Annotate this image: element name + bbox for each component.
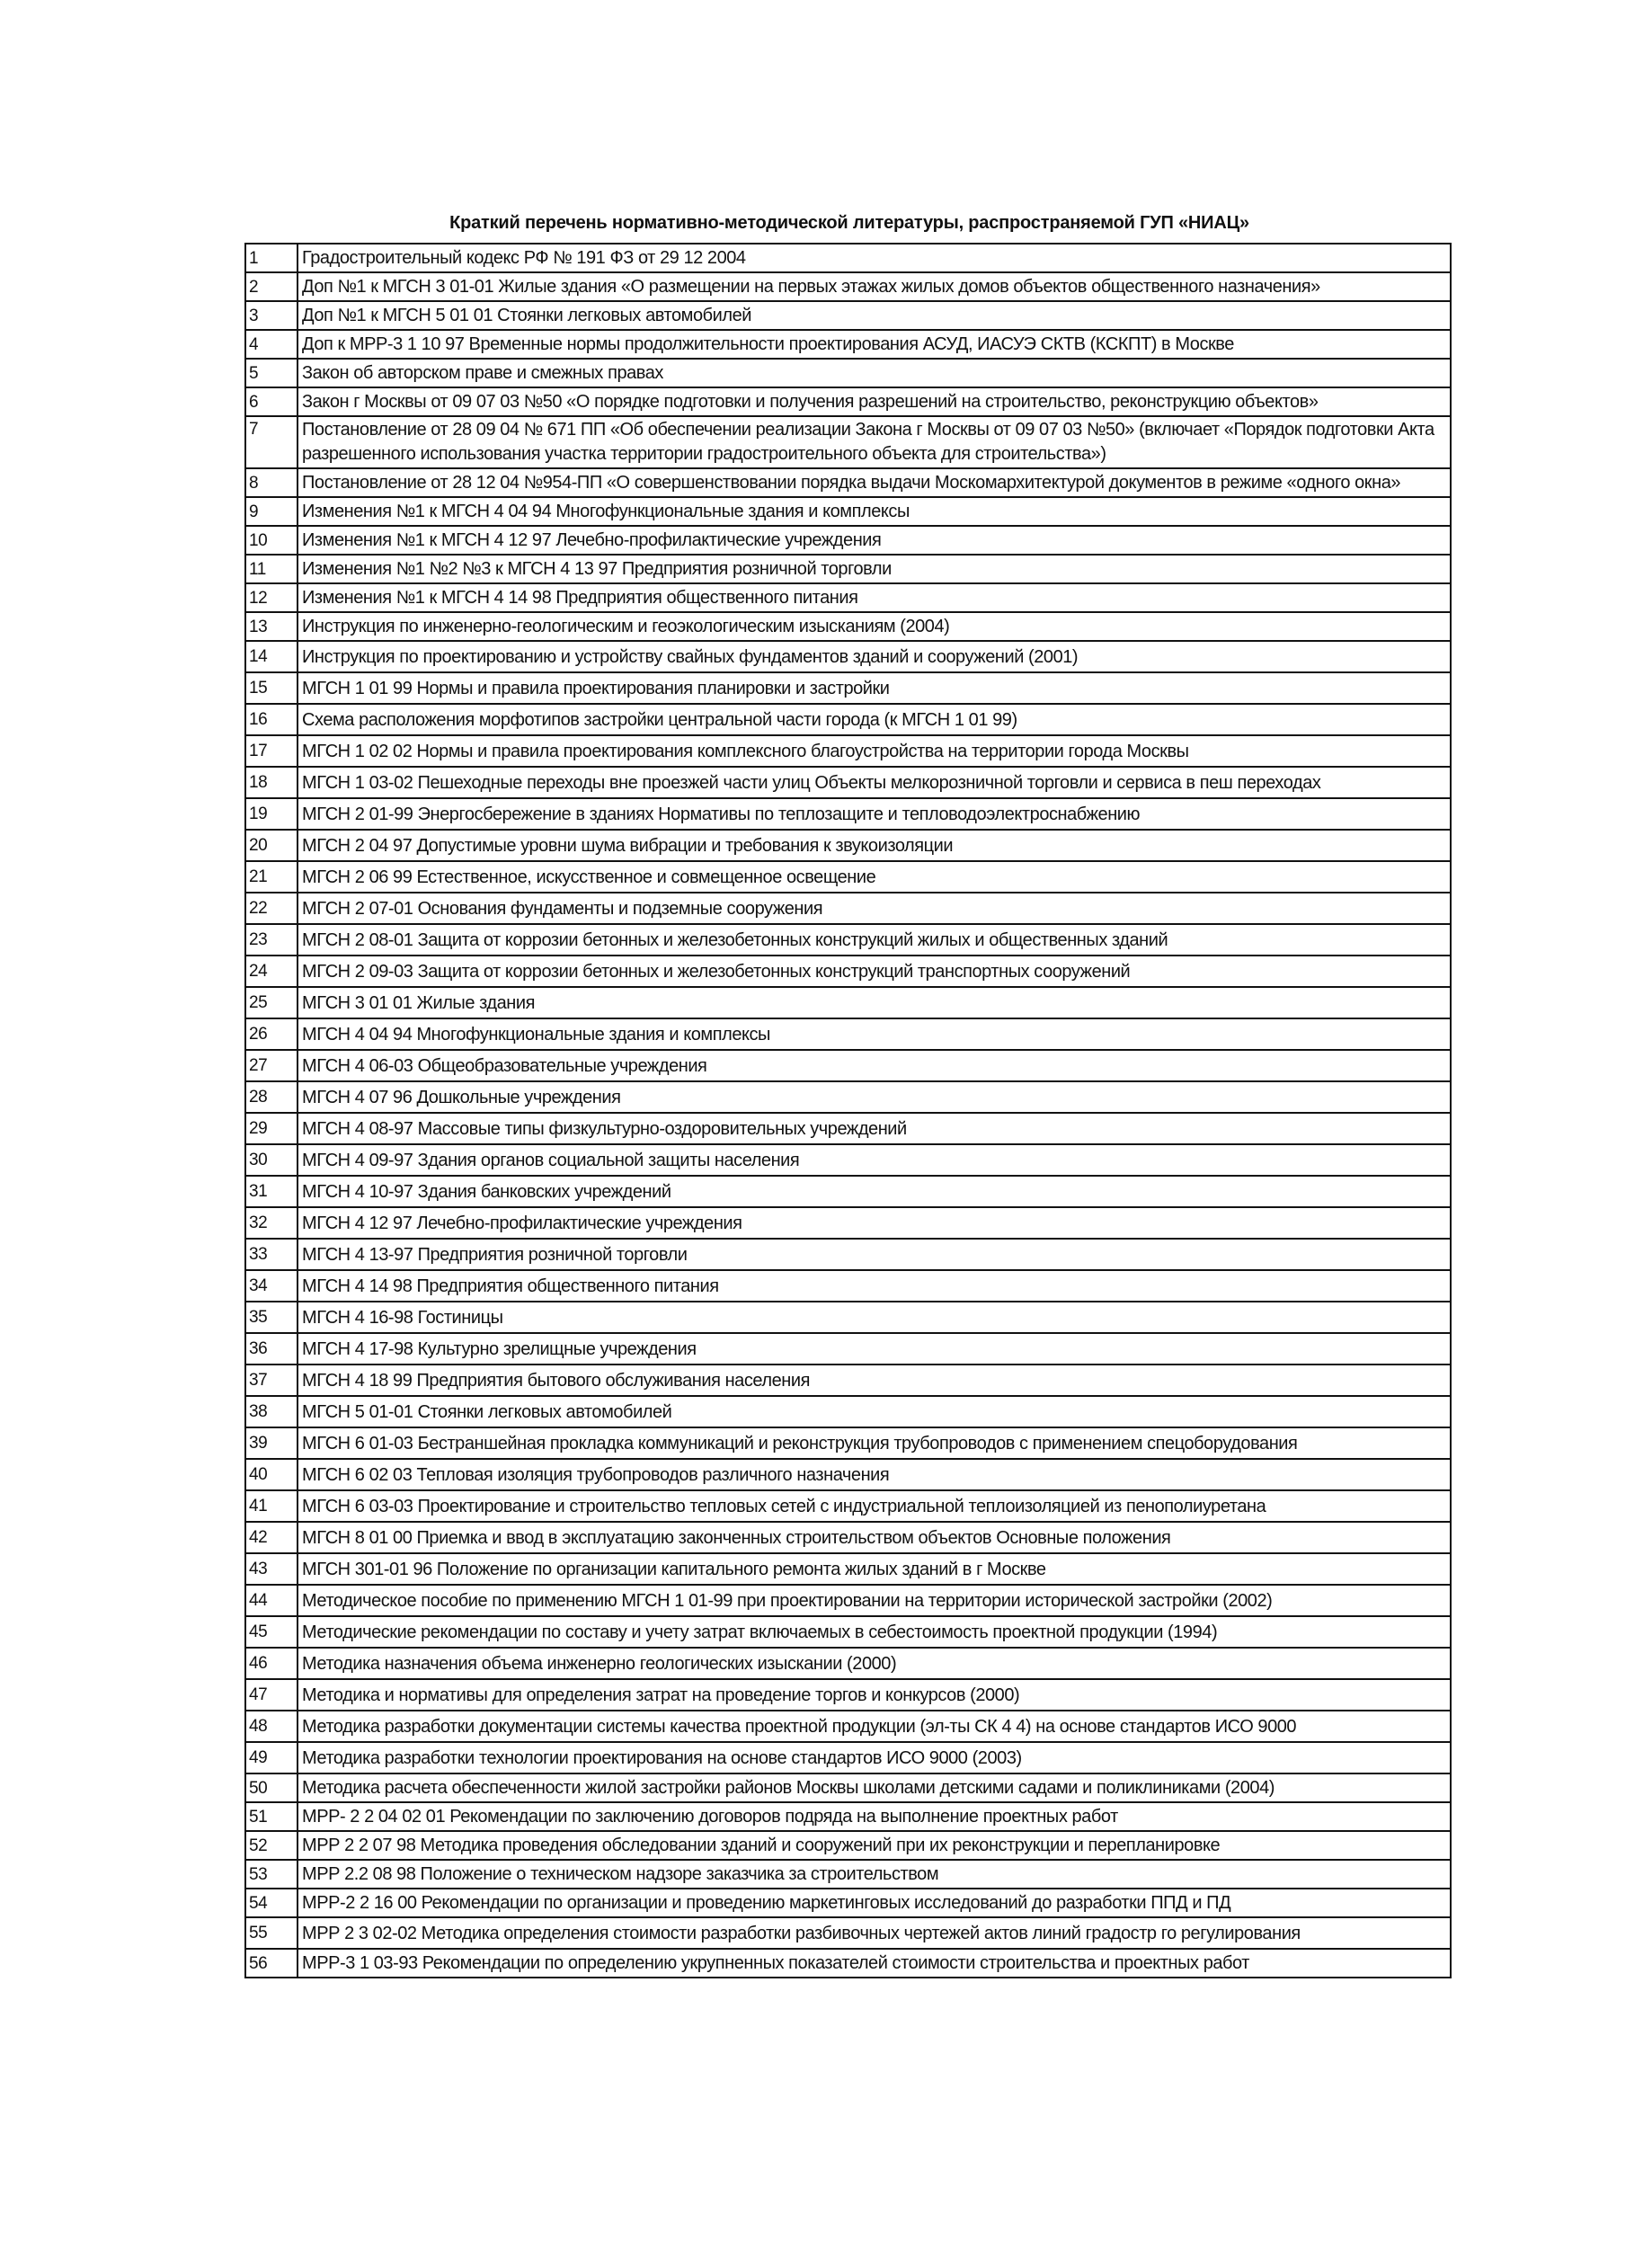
row-number: 54 bbox=[245, 1889, 298, 1917]
document-title: МГСН 4 08-97 Массовые типы физкультурно-оздоровительных учреждений bbox=[298, 1113, 1451, 1144]
table-row bbox=[245, 987, 1451, 1018]
document-title: МГСН 1 02 02 Нормы и правила проектирования комплексного благоустройства на территории города Москвы bbox=[298, 735, 1451, 767]
row-number: 19 bbox=[245, 798, 298, 830]
document-title: Постановление от 28 12 04 №954-ПП «О совершенствовании порядка выдачи Москомархитектурой документов в режиме «одного окна» bbox=[298, 468, 1451, 497]
table-row bbox=[245, 767, 1451, 798]
document-title: МГСН 2 04 97 Допустимые уровни шума вибрации и требования к звукоизоляции bbox=[298, 830, 1451, 861]
row-number: 7 bbox=[245, 416, 298, 468]
table-row bbox=[245, 1860, 1451, 1889]
row-number: 12 bbox=[245, 583, 298, 612]
document-title: Методика разработки документации системы качества проектной продукции (эл-ты СК 4 4) на основе стандартов ИСО 9000 bbox=[298, 1711, 1451, 1742]
row-number: 38 bbox=[245, 1396, 298, 1427]
document-title: МРР 2.2 08 98 Положение о техническом надзоре заказчика за строительством bbox=[298, 1860, 1451, 1889]
row-number: 20 bbox=[245, 830, 298, 861]
table-row bbox=[245, 1459, 1451, 1490]
row-number: 27 bbox=[245, 1050, 298, 1081]
document-title: МРР-3 1 03-93 Рекомендации по определению укрупненных показателей стоимости строительства и проектных работ bbox=[298, 1949, 1451, 1978]
document-title: МГСН 2 09-03 Защита от коррозии бетонных и железобетонных конструкций транспортных сооружений bbox=[298, 956, 1451, 987]
document-title: МГСН 4 07 96 Дошкольные учреждения bbox=[298, 1081, 1451, 1113]
document-title: МГСН 2 01-99 Энергосбережение в зданиях Нормативы по теплозащите и тепловодоэлектроснабжению bbox=[298, 798, 1451, 830]
document-title: Постановление от 28 09 04 № 671 ПП «Об обеспечении реализации Закона г Москвы от 09 07 03 №50» (включает «Порядок подготовки Акта разрешенного использования участка территории градостроительного объекта для строительства») bbox=[298, 416, 1451, 468]
document-title: Изменения №1 к МГСН 4 04 94 Многофункциональные здания и комплексы bbox=[298, 497, 1451, 526]
row-number: 28 bbox=[245, 1081, 298, 1113]
table-row bbox=[245, 1396, 1451, 1427]
row-number: 23 bbox=[245, 924, 298, 956]
document-title: МГСН 4 10-97 Здания банковских учреждений bbox=[298, 1176, 1451, 1207]
document-title: Методика разработки технологии проектирования на основе стандартов ИСО 9000 (2003) bbox=[298, 1742, 1451, 1773]
table-row bbox=[245, 672, 1451, 704]
document-title: Доп к МРР-3 1 10 97 Временные нормы продолжительности проектирования АСУД, ИАСУЭ СКТВ (КСКПТ) в Москве bbox=[298, 330, 1451, 359]
table-row bbox=[245, 893, 1451, 924]
document-title: Градостроительный кодекс РФ № 191 ФЗ от 29 12 2004 bbox=[298, 244, 1451, 272]
table-row bbox=[245, 359, 1451, 387]
document-title: МРР 2 2 07 98 Методика проведения обследовании зданий и сооружений при их реконструкции и перепланировке bbox=[298, 1831, 1451, 1860]
table-row bbox=[245, 1648, 1451, 1679]
table-row bbox=[245, 497, 1451, 526]
table-row bbox=[245, 956, 1451, 987]
row-number: 10 bbox=[245, 526, 298, 555]
row-number: 9 bbox=[245, 497, 298, 526]
row-number: 37 bbox=[245, 1365, 298, 1396]
row-number: 40 bbox=[245, 1459, 298, 1490]
row-number: 1 bbox=[245, 244, 298, 272]
document-title: МГСН 6 03-03 Проектирование и строительство тепловых сетей с индустриальной теплоизоляцией из пенополиуретана bbox=[298, 1490, 1451, 1522]
row-number: 24 bbox=[245, 956, 298, 987]
table-row bbox=[245, 1616, 1451, 1648]
document-title: МГСН 3 01 01 Жилые здания bbox=[298, 987, 1451, 1018]
document-title: Закон г Москвы от 09 07 03 №50 «О порядке подготовки и получения разрешений на строительство, реконструкцию объектов» bbox=[298, 387, 1451, 416]
row-number: 14 bbox=[245, 641, 298, 672]
table-row bbox=[245, 1239, 1451, 1270]
table-row bbox=[245, 301, 1451, 330]
table-row bbox=[245, 1113, 1451, 1144]
document-title: МГСН 4 04 94 Многофункциональные здания и комплексы bbox=[298, 1018, 1451, 1050]
document-title: МРР-2 2 16 00 Рекомендации по организации и проведению маркетинговых исследований до разработки ППД и ПД bbox=[298, 1889, 1451, 1917]
document-title: МГСН 2 06 99 Естественное, искусственное и совмещенное освещение bbox=[298, 861, 1451, 893]
table-row bbox=[245, 830, 1451, 861]
row-number: 15 bbox=[245, 672, 298, 704]
table-row bbox=[245, 583, 1451, 612]
row-number: 4 bbox=[245, 330, 298, 359]
row-number: 47 bbox=[245, 1679, 298, 1711]
row-number: 52 bbox=[245, 1831, 298, 1860]
table-row bbox=[245, 1365, 1451, 1396]
row-number: 32 bbox=[245, 1207, 298, 1239]
table-row bbox=[245, 1207, 1451, 1239]
table-row bbox=[245, 641, 1451, 672]
row-number: 16 bbox=[245, 704, 298, 735]
row-number: 13 bbox=[245, 612, 298, 641]
table-row bbox=[245, 1522, 1451, 1553]
row-number: 8 bbox=[245, 468, 298, 497]
row-number: 51 bbox=[245, 1802, 298, 1831]
row-number: 49 bbox=[245, 1742, 298, 1773]
row-number: 46 bbox=[245, 1648, 298, 1679]
document-title: Методика расчета обеспеченности жилой застройки районов Москвы школами детскими садами и поликлиниками (2004) bbox=[298, 1773, 1451, 1802]
document-title: Методика назначения объема инженерно геологических изыскании (2000) bbox=[298, 1648, 1451, 1679]
document-title: Методика и нормативы для определения затрат на проведение торгов и конкурсов (2000) bbox=[298, 1679, 1451, 1711]
literature-table bbox=[244, 243, 1452, 1978]
table-row bbox=[245, 1270, 1451, 1302]
literature-table-body bbox=[245, 244, 1451, 1978]
row-number: 26 bbox=[245, 1018, 298, 1050]
table-row bbox=[245, 555, 1451, 583]
table-row bbox=[245, 1949, 1451, 1978]
row-number: 2 bbox=[245, 272, 298, 301]
table-row bbox=[245, 244, 1451, 272]
row-number: 35 bbox=[245, 1302, 298, 1333]
row-number: 34 bbox=[245, 1270, 298, 1302]
row-number: 11 bbox=[245, 555, 298, 583]
document-title: МГСН 4 18 99 Предприятия бытового обслуживания населения bbox=[298, 1365, 1451, 1396]
document-title: МГСН 301-01 96 Положение по организации капитального ремонта жилых зданий в г Москве bbox=[298, 1553, 1451, 1585]
table-row bbox=[245, 1679, 1451, 1711]
document-title: МРР- 2 2 04 02 01 Рекомендации по заключению договоров подряда на выполнение проектных работ bbox=[298, 1802, 1451, 1831]
table-row bbox=[245, 1302, 1451, 1333]
table-row bbox=[245, 526, 1451, 555]
document-title: МГСН 1 01 99 Нормы и правила проектирования планировки и застройки bbox=[298, 672, 1451, 704]
document-title: МГСН 6 02 03 Тепловая изоляция трубопроводов различного назначения bbox=[298, 1459, 1451, 1490]
table-row bbox=[245, 416, 1451, 468]
document-title: Методическое пособие по применению МГСН 1 01-99 при проектировании на территории исторической застройки (2002) bbox=[298, 1585, 1451, 1616]
document-title: МГСН 4 14 98 Предприятия общественного питания bbox=[298, 1270, 1451, 1302]
document-title: Изменения №1 №2 №3 к МГСН 4 13 97 Предприятия розничной торговли bbox=[298, 555, 1451, 583]
row-number: 30 bbox=[245, 1144, 298, 1176]
row-number: 33 bbox=[245, 1239, 298, 1270]
table-row bbox=[245, 612, 1451, 641]
row-number: 41 bbox=[245, 1490, 298, 1522]
table-row bbox=[245, 1553, 1451, 1585]
table-row bbox=[245, 330, 1451, 359]
table-row bbox=[245, 387, 1451, 416]
document-title: МРР 2 3 02-02 Методика определения стоимости разработки разбивочных чертежей актов линий градостр го регулирования bbox=[298, 1917, 1451, 1949]
document-title: МГСН 4 13-97 Предприятия розничной торговли bbox=[298, 1239, 1451, 1270]
row-number: 5 bbox=[245, 359, 298, 387]
table-row bbox=[245, 798, 1451, 830]
table-row bbox=[245, 1176, 1451, 1207]
document-title: Инструкция по проектированию и устройству свайных фундаментов зданий и сооружений (2001) bbox=[298, 641, 1451, 672]
table-row bbox=[245, 1742, 1451, 1773]
document-title: МГСН 1 03-02 Пешеходные переходы вне проезжей части улиц Объекты мелкорозничной торговли и сервиса в пеш переходах bbox=[298, 767, 1451, 798]
table-row bbox=[245, 1831, 1451, 1860]
row-number: 56 bbox=[245, 1949, 298, 1978]
row-number: 42 bbox=[245, 1522, 298, 1553]
table-row bbox=[245, 1333, 1451, 1365]
row-number: 31 bbox=[245, 1176, 298, 1207]
document-title: Схема расположения морфотипов застройки центральной части города (к МГСН 1 01 99) bbox=[298, 704, 1451, 735]
document-title: Закон об авторском праве и смежных правах bbox=[298, 359, 1451, 387]
row-number: 36 bbox=[245, 1333, 298, 1365]
row-number: 39 bbox=[245, 1427, 298, 1459]
document-title: Методические рекомендации по составу и учету затрат включаемых в себестоимость проектной продукции (1994) bbox=[298, 1616, 1451, 1648]
document-title: МГСН 2 08-01 Защита от коррозии бетонных и железобетонных конструкций жилых и общественных зданий bbox=[298, 924, 1451, 956]
row-number: 50 bbox=[245, 1773, 298, 1802]
table-row bbox=[245, 1711, 1451, 1742]
document-title: МГСН 5 01-01 Стоянки легковых автомобилей bbox=[298, 1396, 1451, 1427]
row-number: 22 bbox=[245, 893, 298, 924]
document-title: МГСН 4 17-98 Культурно зрелищные учреждения bbox=[298, 1333, 1451, 1365]
document-title: МГСН 4 12 97 Лечебно-профилактические учреждения bbox=[298, 1207, 1451, 1239]
row-number: 48 bbox=[245, 1711, 298, 1742]
table-row bbox=[245, 1427, 1451, 1459]
document-title: Доп №1 к МГСН 5 01 01 Стоянки легковых автомобилей bbox=[298, 301, 1451, 330]
table-row bbox=[245, 1889, 1451, 1917]
row-number: 18 bbox=[245, 767, 298, 798]
document-title: МГСН 4 16-98 Гостиницы bbox=[298, 1302, 1451, 1333]
document-title: Инструкция по инженерно-геологическим и геоэкологическим изысканиям (2004) bbox=[298, 612, 1451, 641]
row-number: 21 bbox=[245, 861, 298, 893]
table-row bbox=[245, 924, 1451, 956]
table-row bbox=[245, 1144, 1451, 1176]
row-number: 53 bbox=[245, 1860, 298, 1889]
document-title: МГСН 4 09-97 Здания органов социальной защиты населения bbox=[298, 1144, 1451, 1176]
row-number: 43 bbox=[245, 1553, 298, 1585]
row-number: 6 bbox=[245, 387, 298, 416]
table-row bbox=[245, 1585, 1451, 1616]
table-row bbox=[245, 1917, 1451, 1949]
document-title: МГСН 6 01-03 Бестраншейная прокладка коммуникаций и реконструкция трубопроводов с применением спецоборудования bbox=[298, 1427, 1451, 1459]
table-row bbox=[245, 1773, 1451, 1802]
table-row bbox=[245, 1490, 1451, 1522]
row-number: 55 bbox=[245, 1917, 298, 1949]
row-number: 29 bbox=[245, 1113, 298, 1144]
document-title: Доп №1 к МГСН 3 01-01 Жилые здания «О размещении на первых этажах жилых домов объектов общественного назначения» bbox=[298, 272, 1451, 301]
document-title: Изменения №1 к МГСН 4 12 97 Лечебно-профилактические учреждения bbox=[298, 526, 1451, 555]
table-row bbox=[245, 861, 1451, 893]
table-row bbox=[245, 1081, 1451, 1113]
table-row bbox=[245, 1802, 1451, 1831]
row-number: 25 bbox=[245, 987, 298, 1018]
table-row bbox=[245, 704, 1451, 735]
document-title: МГСН 2 07-01 Основания фундаменты и подземные сооружения bbox=[298, 893, 1451, 924]
table-row bbox=[245, 272, 1451, 301]
row-number: 44 bbox=[245, 1585, 298, 1616]
row-number: 45 bbox=[245, 1616, 298, 1648]
row-number: 17 bbox=[245, 735, 298, 767]
table-row bbox=[245, 1018, 1451, 1050]
table-row bbox=[245, 1050, 1451, 1081]
table-row bbox=[245, 735, 1451, 767]
document-title: МГСН 4 06-03 Общеобразовательные учреждения bbox=[298, 1050, 1451, 1081]
row-number: 3 bbox=[245, 301, 298, 330]
page-title: Краткий перечень нормативно-методической литературы, распространяемой ГУП «НИАЦ» bbox=[449, 213, 1249, 233]
document-title: Изменения №1 к МГСН 4 14 98 Предприятия общественного питания bbox=[298, 583, 1451, 612]
document-title: МГСН 8 01 00 Приемка и ввод в эксплуатацию законченных строительством объектов Основные положения bbox=[298, 1522, 1451, 1553]
table-row bbox=[245, 468, 1451, 497]
